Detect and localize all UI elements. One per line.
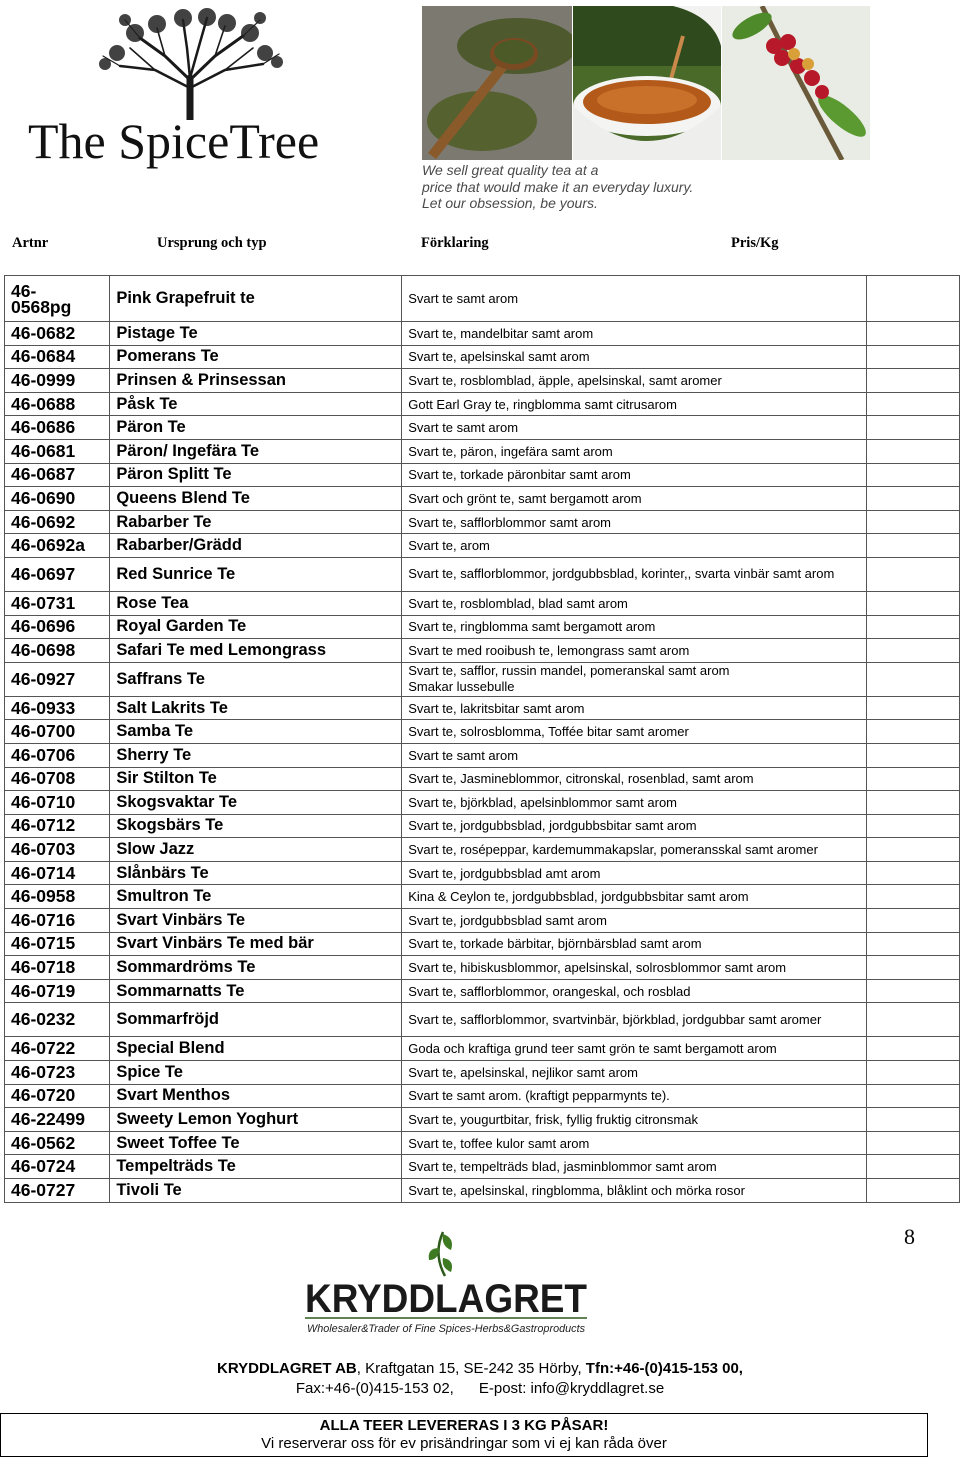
product-price xyxy=(866,885,959,909)
product-artnr: 46-0720 xyxy=(5,1084,110,1108)
leaf-icon xyxy=(429,1232,452,1276)
product-price xyxy=(866,1037,959,1061)
product-description: Svart och grönt te, samt bergamott arom xyxy=(402,487,866,511)
product-name: Sir Stilton Te xyxy=(110,767,402,791)
delivery-notice: ALLA TEER LEVERERAS I 3 KG PÅSAR! xyxy=(319,1417,609,1434)
product-name: Sweety Lemon Yoghurt xyxy=(110,1108,402,1132)
product-name: Sherry Te xyxy=(110,743,402,767)
product-name: Skogsbärs Te xyxy=(110,814,402,838)
product-name: Sommardröms Te xyxy=(110,956,402,980)
table-row xyxy=(5,1084,960,1108)
tagline-line: Let our obsession, be yours. xyxy=(422,195,598,211)
column-header-artnr: Artnr xyxy=(12,235,49,251)
product-artnr: 46-0933 xyxy=(5,696,110,720)
product-name: Tempelträds Te xyxy=(110,1155,402,1179)
product-artnr: 46-0562 xyxy=(5,1131,110,1155)
product-name: Sweet Toffee Te xyxy=(110,1131,402,1155)
product-name: Saffrans Te xyxy=(110,662,402,696)
product-description: Svart te, rosblomblad, äpple, apelsinskal, samt aromer xyxy=(402,369,866,393)
table-row xyxy=(5,743,960,767)
product-price xyxy=(866,439,959,463)
brand-name: The SpiceTree xyxy=(28,113,320,169)
table-row xyxy=(5,720,960,744)
product-price xyxy=(866,979,959,1003)
product-artnr: 46-0688 xyxy=(5,392,110,416)
product-description: Svart te, ringblomma samt bergamott arom xyxy=(402,615,866,639)
table-row xyxy=(5,791,960,815)
product-description: Svart te, jordgubbsblad, jordgubbsbitar samt arom xyxy=(402,814,866,838)
company-phone: Tfn:+46-(0)415-153 00, xyxy=(585,1360,743,1377)
product-description: Svart te, toffee kulor samt arom xyxy=(402,1131,866,1155)
product-price xyxy=(866,487,959,511)
product-artnr: 46-0686 xyxy=(5,416,110,440)
product-price xyxy=(866,463,959,487)
table-row xyxy=(5,814,960,838)
product-description: Svart te, mandelbitar samt arom xyxy=(402,322,866,346)
table-row xyxy=(5,369,960,393)
product-name: Päron/ Ingefära Te xyxy=(110,439,402,463)
product-artnr: 46-0718 xyxy=(5,956,110,980)
product-name: Queens Blend Te xyxy=(110,487,402,511)
table-row xyxy=(5,909,960,933)
table-row xyxy=(5,1003,960,1037)
product-name: Rabarber/Grädd xyxy=(110,534,402,558)
table-row xyxy=(5,956,960,980)
product-price xyxy=(866,1084,959,1108)
table-row xyxy=(5,932,960,956)
product-artnr: 46-0698 xyxy=(5,639,110,663)
column-header-description: Förklaring xyxy=(421,235,489,251)
product-artnr: 46-0687 xyxy=(5,463,110,487)
product-artnr: 46-0716 xyxy=(5,909,110,933)
product-artnr: 46-0703 xyxy=(5,838,110,862)
product-name: Pink Grapefruit te xyxy=(110,276,402,322)
product-artnr: 46-0692 xyxy=(5,510,110,534)
tagline-line: We sell great quality tea at a xyxy=(422,162,599,178)
company-name: KRYDDLAGRET AB xyxy=(217,1360,357,1377)
product-description: Svart te, tempelträds blad, jasminblommor samt arom xyxy=(402,1155,866,1179)
product-name: Special Blend xyxy=(110,1037,402,1061)
product-table xyxy=(4,275,960,1203)
product-price xyxy=(866,1003,959,1037)
product-artnr: 46-0690 xyxy=(5,487,110,511)
table-row xyxy=(5,392,960,416)
company-address: , Kraftgatan 15, SE-242 35 Hörby, xyxy=(356,1360,582,1377)
product-description: Svart te, safflor, russin mandel, pomeranskal samt arom Smakar lussebulle xyxy=(402,662,866,696)
table-row xyxy=(5,557,960,591)
product-artnr: 46-0708 xyxy=(5,767,110,791)
product-description: Svart te med rooibush te, lemongrass samt arom xyxy=(402,639,866,663)
product-name: Spice Te xyxy=(110,1061,402,1085)
table-row xyxy=(5,885,960,909)
product-description: Svart te samt arom xyxy=(402,416,866,440)
product-description: Svart te, lakritsbitar samt arom xyxy=(402,696,866,720)
kryddlagret-logo-text: KRYDDLAGRET xyxy=(305,1277,587,1321)
product-name: Päron Te xyxy=(110,416,402,440)
product-price xyxy=(866,932,959,956)
product-name: Påsk Te xyxy=(110,392,402,416)
product-artnr: 46-0712 xyxy=(5,814,110,838)
product-description: Svart te, rosblomblad, blad samt arom xyxy=(402,591,866,615)
product-price xyxy=(866,696,959,720)
product-price xyxy=(866,369,959,393)
product-price xyxy=(866,591,959,615)
product-name: Smultron Te xyxy=(110,885,402,909)
product-description: Svart te, hibiskusblommor, apelsinskal, solrosblommor samt arom xyxy=(402,956,866,980)
product-description: Svart te, björkblad, apelsinblommor samt arom xyxy=(402,791,866,815)
table-row xyxy=(5,416,960,440)
table-row xyxy=(5,322,960,346)
table-row xyxy=(5,696,960,720)
product-name: Slånbärs Te xyxy=(110,861,402,885)
product-description: Svart te samt arom. (kraftigt pepparmynts te). xyxy=(402,1084,866,1108)
product-description: Goda och kraftiga grund teer samt grön te samt bergamott arom xyxy=(402,1037,866,1061)
product-name: Pistage Te xyxy=(110,322,402,346)
product-name: Skogsvaktar Te xyxy=(110,791,402,815)
kryddlagret-logo xyxy=(305,1230,590,1342)
product-description: Svart te, solrosblomma, Toffée bitar samt aromer xyxy=(402,720,866,744)
product-price xyxy=(866,639,959,663)
coffee-berries-photo xyxy=(722,6,870,160)
product-artnr: 46-0999 xyxy=(5,369,110,393)
product-description: Svart te samt arom xyxy=(402,276,866,322)
product-description: Svart te, apelsinskal samt arom xyxy=(402,345,866,369)
table-row xyxy=(5,662,960,696)
table-row xyxy=(5,979,960,1003)
product-price xyxy=(866,814,959,838)
product-artnr: 46-0696 xyxy=(5,615,110,639)
product-price xyxy=(866,322,959,346)
company-fax-email: Fax:+46-(0)415-153 02, E-post: info@kryddlagret.se xyxy=(295,1380,665,1397)
product-description: Svart te, Jasmineblommor, citronskal, rosenblad, samt arom xyxy=(402,767,866,791)
product-description: Svart te, torkade bärbitar, björnbärsblad samt arom xyxy=(402,932,866,956)
table-row xyxy=(5,1131,960,1155)
product-name: Salt Lakrits Te xyxy=(110,696,402,720)
product-name: Samba Te xyxy=(110,720,402,744)
product-description: Svart te, safflorblommor, jordgubbsblad, korinter,, svarta vinbär samt arom xyxy=(402,557,866,591)
product-description: Svart te, arom xyxy=(402,534,866,558)
product-price xyxy=(866,720,959,744)
product-price xyxy=(866,510,959,534)
product-artnr: 46-0684 xyxy=(5,345,110,369)
table-row xyxy=(5,1155,960,1179)
product-name: Rabarber Te xyxy=(110,510,402,534)
product-price xyxy=(866,392,959,416)
product-name: Rose Tea xyxy=(110,591,402,615)
product-price xyxy=(866,1061,959,1085)
page-number: 8 xyxy=(904,1224,915,1249)
product-price xyxy=(866,416,959,440)
product-price xyxy=(866,743,959,767)
table-row xyxy=(5,276,960,322)
product-price xyxy=(866,838,959,862)
table-row xyxy=(5,487,960,511)
delivery-notice-box xyxy=(0,1413,928,1457)
product-name: Prinsen & Prinsessan xyxy=(110,369,402,393)
product-description: Svart te, safflorblommor, svartvinbär, björkblad, jordgubbar samt aromer xyxy=(402,1003,866,1037)
product-name: Slow Jazz xyxy=(110,838,402,862)
product-name: Pomerans Te xyxy=(110,345,402,369)
product-description: Svart te, torkade päronbitar samt arom xyxy=(402,463,866,487)
product-price xyxy=(866,1179,959,1203)
product-artnr: 46-0731 xyxy=(5,591,110,615)
product-table-body xyxy=(5,276,960,1203)
product-description: Svart te, jordgubbsblad samt arom xyxy=(402,909,866,933)
product-price xyxy=(866,276,959,322)
product-artnr: 46-22499 xyxy=(5,1108,110,1132)
product-artnr: 46-0727 xyxy=(5,1179,110,1203)
product-description: Gott Earl Gray te, ringblomma samt citrusarom xyxy=(402,392,866,416)
product-name: Tivoli Te xyxy=(110,1179,402,1203)
product-artnr: 46-0232 xyxy=(5,1003,110,1037)
table-row xyxy=(5,1037,960,1061)
product-artnr: 46-0723 xyxy=(5,1061,110,1085)
table-row xyxy=(5,639,960,663)
product-description: Kina & Ceylon te, jordgubbsblad, jordgubbsbitar samt arom xyxy=(402,885,866,909)
product-description: Svart te, apelsinskal, nejlikor samt arom xyxy=(402,1061,866,1085)
product-name: Safari Te med Lemongrass xyxy=(110,639,402,663)
table-row xyxy=(5,534,960,558)
product-description: Svart te, päron, ingefära samt arom xyxy=(402,439,866,463)
product-price xyxy=(866,662,959,696)
product-description: Svart te, jordgubbsblad amt arom xyxy=(402,861,866,885)
product-name: Päron Splitt Te xyxy=(110,463,402,487)
product-name: Svart Menthos xyxy=(110,1084,402,1108)
product-artnr: 46-0715 xyxy=(5,932,110,956)
product-artnr: 46-0724 xyxy=(5,1155,110,1179)
company-address-line xyxy=(0,1360,960,1377)
product-description: Svart te, yougurtbitar, frisk, fyllig fruktig citronsmak xyxy=(402,1108,866,1132)
table-row xyxy=(5,463,960,487)
product-description: Svart te, apelsinskal, ringblomma, blåklint och mörka rosor xyxy=(402,1179,866,1203)
product-artnr: 46-0682 xyxy=(5,322,110,346)
product-price xyxy=(866,791,959,815)
product-price xyxy=(866,345,959,369)
product-artnr: 46-0697 xyxy=(5,557,110,591)
table-row xyxy=(5,510,960,534)
column-header-price: Pris/Kg xyxy=(731,235,779,251)
table-row xyxy=(5,345,960,369)
spicetree-logo-icon xyxy=(95,8,285,120)
table-row xyxy=(5,591,960,615)
table-row xyxy=(5,861,960,885)
product-artnr: 46-0706 xyxy=(5,743,110,767)
product-artnr: 46-0958 xyxy=(5,885,110,909)
tea-cup-photo xyxy=(573,6,721,160)
product-name: Red Sunrice Te xyxy=(110,557,402,591)
product-name: Svart Vinbärs Te med bär xyxy=(110,932,402,956)
product-price xyxy=(866,615,959,639)
product-price xyxy=(866,956,959,980)
product-name: Sommarfröjd xyxy=(110,1003,402,1037)
product-artnr: 46- 0568pg xyxy=(5,276,110,322)
product-description: Svart te, rosépeppar, kardemummakapslar, pomeransskal samt aromer xyxy=(402,838,866,862)
product-artnr: 46-0710 xyxy=(5,791,110,815)
table-row xyxy=(5,1061,960,1085)
product-description: Svart te samt arom xyxy=(402,743,866,767)
kryddlagret-logo-subtitle: Wholesaler&Trader of Fine Spices-Herbs&Gastroproducts xyxy=(307,1323,586,1335)
tea-leaves-photo xyxy=(422,6,572,160)
product-price xyxy=(866,909,959,933)
product-price xyxy=(866,767,959,791)
table-row xyxy=(5,439,960,463)
product-price xyxy=(866,1155,959,1179)
product-artnr: 46-0714 xyxy=(5,861,110,885)
table-row xyxy=(5,1179,960,1203)
product-price xyxy=(866,1131,959,1155)
table-row xyxy=(5,838,960,862)
table-row xyxy=(5,767,960,791)
product-price xyxy=(866,1108,959,1132)
product-artnr: 46-0719 xyxy=(5,979,110,1003)
product-price xyxy=(866,534,959,558)
product-name: Royal Garden Te xyxy=(110,615,402,639)
product-price xyxy=(866,557,959,591)
product-artnr: 46-0700 xyxy=(5,720,110,744)
price-notice: Vi reserverar oss för ev prisändringar som vi ej kan råda över xyxy=(261,1435,667,1452)
product-name: Sommarnatts Te xyxy=(110,979,402,1003)
column-header-origin: Ursprung och typ xyxy=(157,235,267,251)
product-artnr: 46-0681 xyxy=(5,439,110,463)
product-description: Svart te, safflorblommor, orangeskal, och rosblad xyxy=(402,979,866,1003)
product-description: Svart te, safflorblommor samt arom xyxy=(402,510,866,534)
product-artnr: 46-0692a xyxy=(5,534,110,558)
product-artnr: 46-0722 xyxy=(5,1037,110,1061)
product-name: Svart Vinbärs Te xyxy=(110,909,402,933)
tagline-line: price that would make it an everyday luxury. xyxy=(422,178,694,195)
tagline xyxy=(422,162,742,212)
table-row xyxy=(5,1108,960,1132)
product-artnr: 46-0927 xyxy=(5,662,110,696)
table-row xyxy=(5,615,960,639)
product-price xyxy=(866,861,959,885)
